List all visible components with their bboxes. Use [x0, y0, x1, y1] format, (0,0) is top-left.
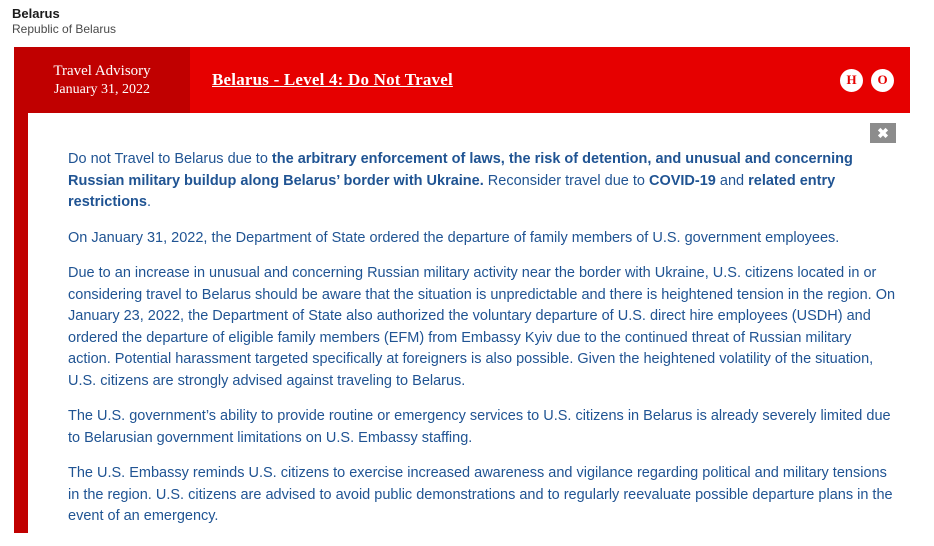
- close-row: [28, 113, 910, 143]
- advisory-icon-group: [840, 47, 910, 113]
- advisory-banner: [14, 47, 910, 113]
- p1-lead-text: Do not Travel to Belarus due to: [68, 151, 272, 167]
- paragraph-1: [68, 149, 896, 214]
- close-icon[interactable]: ✖: [870, 123, 896, 143]
- paragraph-4: The U.S. government’s ability to provide routine or emergency services to U.S. citizens in Belarus is already severely limited due to Belarusian government limitations on U.S. Embassy staffing.: [68, 408, 891, 446]
- country-heading: [0, 0, 934, 43]
- advisory-meta: [14, 47, 190, 113]
- country-name: Belarus: [12, 6, 60, 21]
- paragraph-5: The U.S. Embassy reminds U.S. citizens to exercise increased awareness and vigilance regarding political and military tensions in the region. U.S. citizens are advised to avoid public demonstrations and to regularly reevaluate possible departure plans in the event of an emergency.: [68, 465, 893, 524]
- advisory-title-link[interactable]: Belarus - Level 4: Do Not Travel: [212, 70, 453, 89]
- advisory-content: [28, 143, 910, 528]
- advisory-label: Travel Advisory: [53, 62, 151, 79]
- p1-bold-risk: the arbitrary enforcement of laws, the risk of detention, and unusual and concerning Russian military buildup along Belarus’ border with Ukraine.: [68, 151, 853, 189]
- paragraph-3: Due to an increase in unusual and concerning Russian military activity near the border with Ukraine, U.S. citizens located in or considering travel to Belarus should be aware that the situation is unpredictable and there is heightened tension in the region. On January 23, 2022, the Department of State also authorized the voluntary departure of U.S. direct hire employees (USDH) and ordered the departure of eligible family members (EFM) from Embassy Kyiv due to the continued threat of Russian military action. Potential harassment targeted specifically at foreigners is also possible. Given the heightened volatility of the situation, U.S. citizens are strongly advised against traveling to Belarus.: [68, 265, 896, 389]
- covid-19-link[interactable]: COVID-19: [648, 172, 716, 189]
- info-icon[interactable]: O: [871, 69, 894, 92]
- p1-end-text: .: [146, 194, 152, 210]
- p1-mid-text: Reconsider travel due to: [483, 172, 649, 189]
- country-official-name: Republic of Belarus: [12, 22, 117, 36]
- p1-and-text: and: [715, 172, 749, 189]
- advisory-body-panel: [14, 113, 910, 533]
- history-icon[interactable]: H: [840, 69, 863, 92]
- entry-restrictions-link[interactable]: related entry restrictions: [68, 172, 836, 210]
- paragraph-2: On January 31, 2022, the Department of State ordered the departure of family members of U.S. government employees.: [68, 229, 840, 246]
- advisory-title-area: [190, 47, 840, 113]
- advisory-date: January 31, 2022: [53, 81, 151, 97]
